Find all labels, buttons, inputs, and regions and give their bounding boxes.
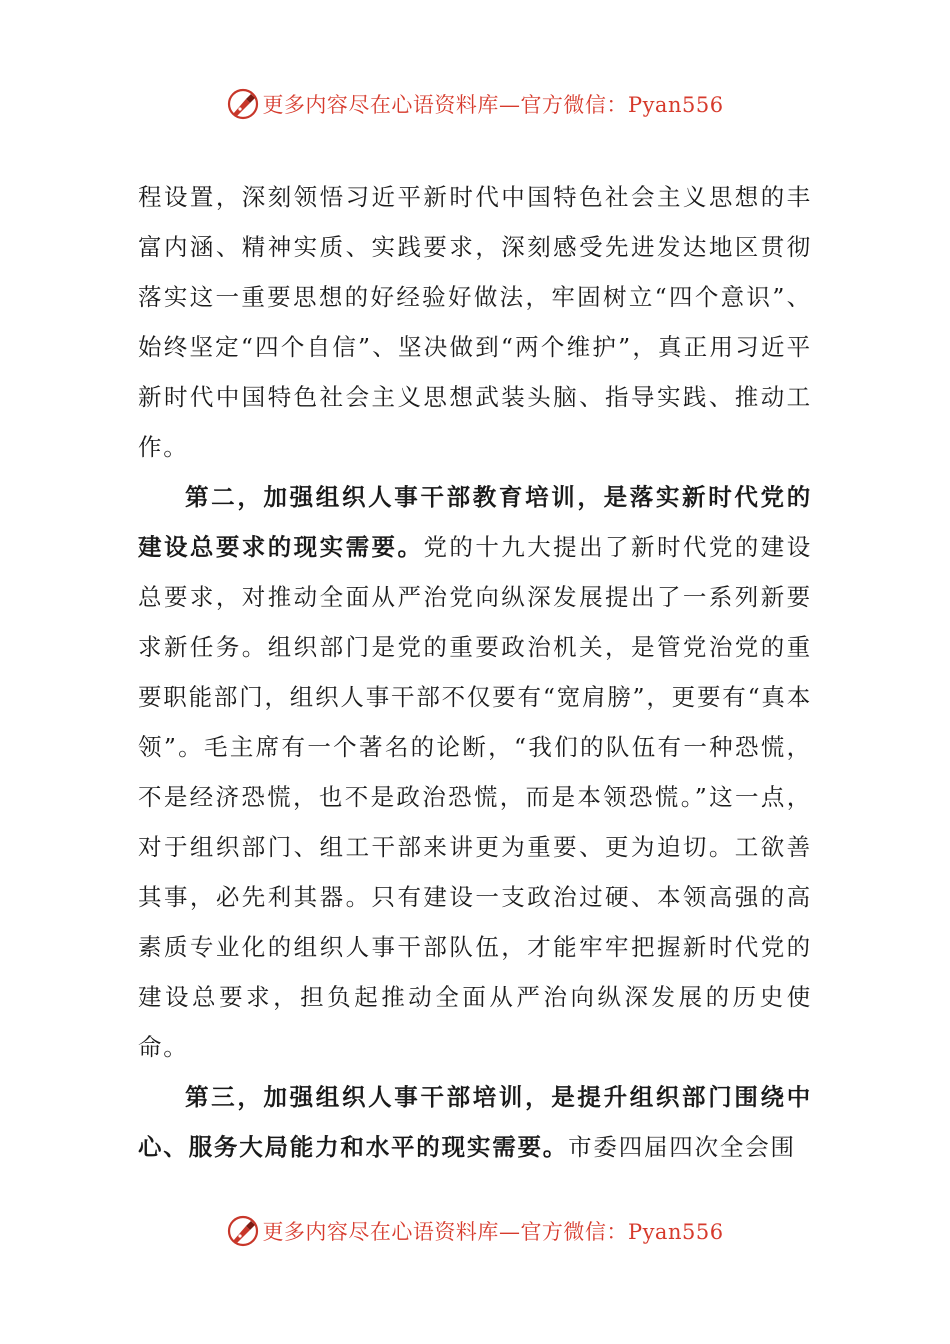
pen-nib-logo-icon (226, 1214, 260, 1248)
header-banner (0, 82, 950, 126)
document-body (138, 172, 812, 1172)
paragraph-2 (138, 472, 812, 1072)
footer-wechat-id: Pyan556 (627, 1220, 724, 1244)
paragraph-3-lead: 第三，加强组织人事干部培训，是提升组织部门围绕中心、服务大局能力和水平的现实需要。 (138, 1083, 812, 1161)
footer-wechat-label: 官方微信： (520, 1220, 628, 1244)
footer-text (262, 1216, 723, 1246)
paragraph-2-text: 党的十九大提出了新时代党的建设总要求，对推动全面从严治党向纵深发展提出了一系列新要求新任务。组织部门是党的重要政治机关，是管党治党的重要职能部门，组织人事干部不仅要有“宽肩膀”，更要有“真本领”。毛主席有一个著名的论断，“我们的队伍有一种恐慌，不是经济恐慌，也不是政治恐慌，而是本领恐慌。”这一点，对于组织部门、组工干部来讲更为重要、更为迫切。工欲善其事，必先利其器。只有建设一支政治过硬、本领高强的高素质专业化的组织人事干部队伍，才能牢牢把握新时代党的建设总要求，担负起推动全面从严治向纵深发展的历史使命。 (138, 533, 813, 1061)
footer-site-name: 更多内容尽在心语资料库 (262, 1220, 499, 1244)
paragraph-1: 程设置，深刻领悟习近平新时代中国特色社会主义思想的丰富内涵、精神实质、实践要求，深刻感受先进发达地区贯彻落实这一重要思想的好经验好做法，牢固树立“四个意识”、始终坚定“四个自信”、坚决做到“两个维护”，真正用习近平新时代中国特色社会主义思想武装头脑、指导实践、推动工作。 (138, 183, 812, 461)
pen-nib-logo-icon (226, 87, 260, 121)
footer-banner (0, 1209, 950, 1253)
header-text (262, 89, 723, 119)
paragraph-2-lead: 第二，加强组织人事干部教育培训，是落实新时代党的建设总要求的现实需要。 (138, 483, 812, 561)
header-separator: — (498, 93, 521, 117)
paragraph-3 (138, 1072, 812, 1172)
paragraph-3-text: 市委四届四次全会围 (568, 1133, 796, 1161)
header-site-name: 更多内容尽在心语资料库 (262, 93, 499, 117)
footer-separator: — (498, 1220, 521, 1244)
header-wechat-id: Pyan556 (627, 93, 724, 117)
header-wechat-label: 官方微信： (520, 93, 628, 117)
